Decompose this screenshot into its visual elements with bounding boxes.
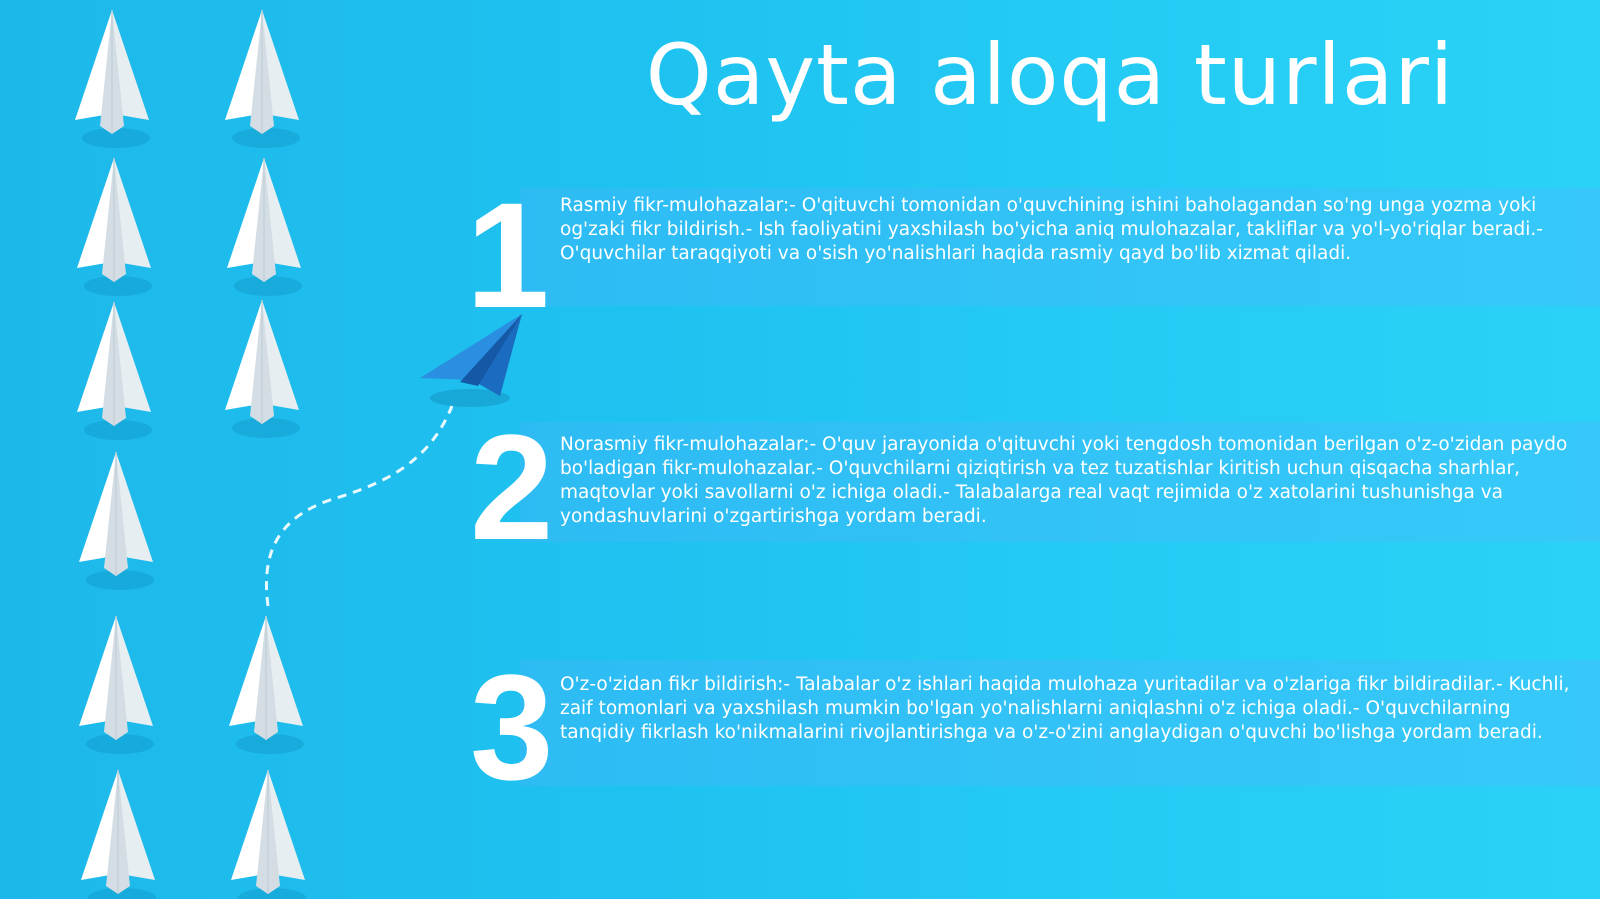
item-1-number: 1 [466,171,550,339]
item-1-text: Rasmiy fikr-mulohazalar:- O'qituvchi tomonidan o'quvchining ishini baholagandan so'ng unga yozma yoki og'zaki fikr bildirish.- Ish faoliyatini yaxshilash bo'yicha aniq mulohazalar, takliflar va yo'l-yo'riqlar beradi.- O'quvchilar taraqqiyoti va o'sish yo'nalishlari haqida rasmiy qayd bo'lib xizmat qiladi. [560,195,1543,264]
white-paper-plane-icon [81,770,156,899]
dashed-flight-path [266,406,452,606]
white-paper-plane-icon [77,158,152,296]
item-3-number: 3 [470,643,554,811]
item-2-text: Norasmiy fikr-mulohazalar:- O'quv jarayonida o'qituvchi yoki tengdosh tomonidan berilgan o'z-o'zidan paydo bo'ladigan fikr-mulohazalar.- O'quvchilarni qiziqtirish va tez tuzatishlar kiritish uchun qisqacha sharhlar, maqtovlar yoki savollarni o'z ichiga oladi.- Talabalarga real vaqt rejimida o'z xatolarini tushunishga va yondashuvlarini o'zgartirishga yordam beradi. [560,434,1568,527]
white-paper-plane-icon [77,302,152,440]
item-2-number: 2 [470,403,554,571]
white-paper-plane-icon [227,158,302,296]
white-paper-plane-icon [79,616,154,754]
slide-title: Qayta aloqa turlari [645,26,1455,124]
white-paper-plane-icon [75,10,150,148]
item-3-text: O'z-o'zidan fikr bildirish:- Talabalar o'z ishlari haqida mulohaza yuritadilar va o'zlariga fikr bildiradilar.- Kuchli, zaif tomonlari va yaxshilash mumkin bo'lgan yo'nalishlarni aniqlashni o'z ichiga oladi.- O'quvchilarning tanqidiy fikrlash ko'nikmalarini rivojlantirishga va o'z-o'zini anglaydigan o'quvchi bo'lishga yordam beradi. [560,674,1570,743]
white-paper-plane-icon [79,452,154,590]
white-paper-plane-icon [229,616,304,754]
white-paper-plane-icon [231,770,306,899]
white-paper-plane-icon [225,300,300,438]
white-paper-plane-icon [225,10,300,148]
